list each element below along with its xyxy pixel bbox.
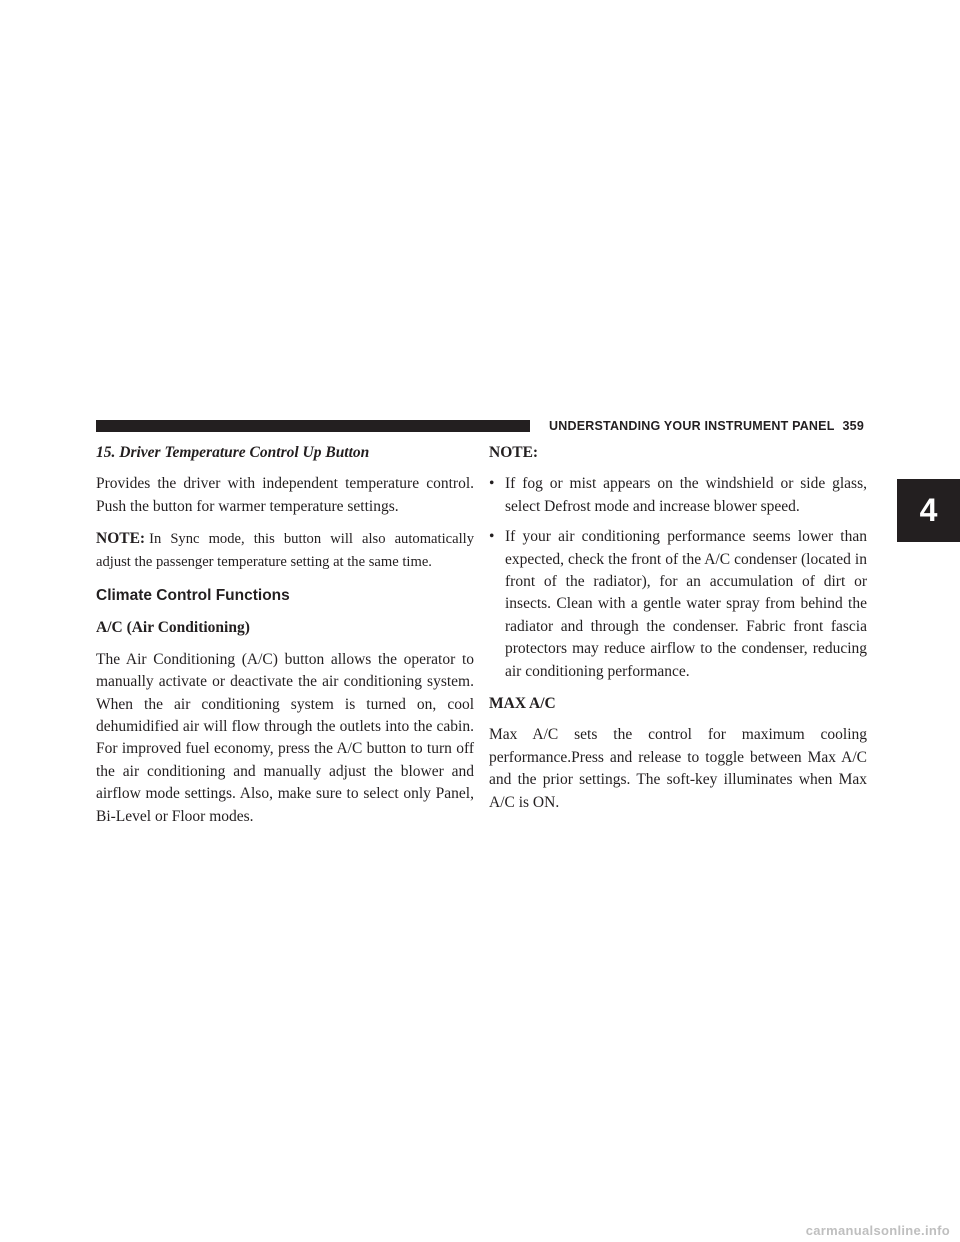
note-title: NOTE:	[489, 444, 539, 461]
section-heading: Climate Control Functions	[96, 587, 290, 605]
header-rule	[96, 420, 530, 432]
item-heading: 15. Driver Temperature Control Up Button	[96, 444, 370, 461]
watermark: carmanualsonline.info	[805, 1223, 950, 1238]
ac-body: The Air Conditioning (A/C) button allows the operator to manually activate or deactivate the air conditioning system. When the air conditioning system is turned on, cool dehumidified air will flow through the outlets into the cabin. For improved fuel economy, press the A/C button to turn off the air conditioning and manually adjust the blower and airflow mode settings. Also, make sure to select only Panel, Bi-Level or Floor modes.	[96, 650, 474, 825]
max-ac-body: Max A/C sets the control for maximum cooling performance.Press and release to toggle between Max A/C and the prior settings. The soft-key illuminates when Max A/C is ON.	[489, 726, 867, 811]
item-body: Provides the driver with independent temperature control. Push the button for warmer temperature settings.	[96, 475, 474, 515]
page-number: 359	[842, 419, 864, 433]
bullet-icon: •	[489, 528, 495, 546]
note-bullet-list	[489, 473, 867, 683]
running-header	[534, 419, 864, 433]
bullet-text: If fog or mist appears on the windshield or side glass, select Defrost mode and increase blower speed.	[505, 475, 867, 515]
bullet-text: If your air conditioning performance seems lower than expected, check the front of the A/C condenser (located in front of the radiator), for an accumulation of dirt or insects. Clean with a gentle water spray from behind the radiator and through the condenser. Fabric front fascia protectors may reduce airflow to the condenser, reducing air conditioning performance.	[505, 528, 867, 680]
bullet-icon: •	[489, 475, 495, 493]
list-item	[489, 473, 867, 518]
list-item	[489, 526, 867, 683]
note-text: In Sync mode, this button will also automatically adjust the passenger temperature setting at the same time.	[96, 531, 474, 570]
note-paragraph	[96, 528, 474, 573]
note-label: NOTE:	[96, 530, 146, 548]
header-title: UNDERSTANDING YOUR INSTRUMENT PANEL	[549, 419, 835, 433]
right-column	[489, 442, 867, 824]
chapter-tab: 4	[897, 479, 960, 542]
max-ac-heading: MAX A/C	[489, 695, 556, 713]
left-column	[96, 442, 474, 838]
ac-heading: A/C (Air Conditioning)	[96, 619, 250, 637]
